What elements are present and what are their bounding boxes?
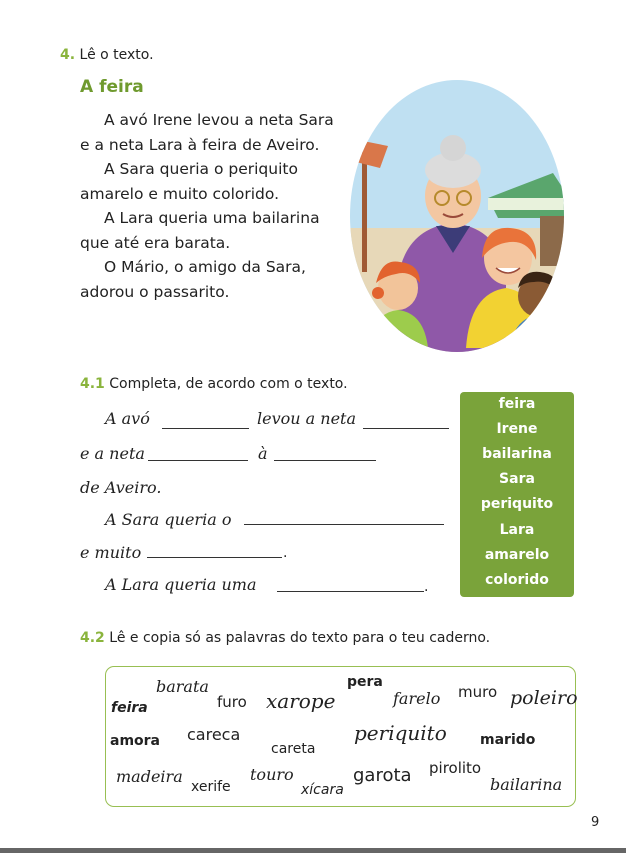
- word-pirolito: pirolito: [429, 759, 482, 777]
- question-instruction: Lê o texto.: [79, 47, 154, 63]
- question-number: 4.: [60, 47, 76, 63]
- word-bank-item: bailarina: [482, 446, 552, 462]
- blank-line[interactable]: [148, 460, 248, 461]
- story-title: A feira: [80, 77, 144, 97]
- word-bank-item: Lara: [499, 522, 535, 538]
- word-bank-item: Irene: [496, 421, 538, 437]
- word-barata: barata: [156, 677, 209, 696]
- word-bank-item: amarelo: [484, 547, 550, 563]
- word-xicara: xícara: [301, 782, 344, 798]
- story-line: amarelo e muito colorido.: [80, 184, 280, 203]
- word-bank-item: feira: [498, 396, 536, 412]
- cloze-segment: A Sara queria o: [105, 510, 232, 529]
- cloze-segment: e a neta: [80, 444, 145, 463]
- word-madeira: madeira: [116, 767, 183, 786]
- word-bank-item: periquito: [480, 496, 554, 512]
- question-number: 4.2: [80, 630, 105, 646]
- cloze-segment: A avó: [105, 409, 150, 428]
- word-amora: amora: [110, 733, 161, 749]
- blank-line[interactable]: [277, 591, 424, 592]
- question-4-1-header: [80, 376, 348, 392]
- word-bank-box: [460, 392, 574, 597]
- story-line: adorou o passarito.: [80, 282, 230, 301]
- cloze-segment: de Aveiro.: [80, 478, 162, 497]
- story-line: A Sara queria o periquito: [104, 160, 298, 178]
- word-xerife: xerife: [191, 779, 231, 795]
- cloze-segment: e muito: [80, 543, 142, 562]
- word-marido: marido: [480, 732, 536, 748]
- story-line: O Mário, o amigo da Sara,: [104, 258, 306, 276]
- cloze-period: .: [283, 545, 288, 561]
- blank-line[interactable]: [162, 428, 249, 429]
- market-illustration: [348, 78, 566, 354]
- page-number: 9: [591, 815, 600, 830]
- word-furo: furo: [217, 693, 247, 711]
- word-farelo: farelo: [393, 689, 441, 708]
- cloze-segment: à: [258, 444, 268, 463]
- question-instruction: Completa, de acordo com o texto.: [109, 376, 348, 392]
- word-poleiro: poleiro: [510, 687, 578, 709]
- blank-line[interactable]: [147, 557, 282, 558]
- word-xarope: xarope: [266, 689, 336, 713]
- cloze-period: .: [424, 579, 429, 595]
- word-periquito: periquito: [354, 721, 447, 745]
- story-line: A avó Irene levou a neta Sara: [104, 111, 334, 129]
- word-careca: careca: [187, 725, 241, 744]
- blank-line[interactable]: [274, 460, 376, 461]
- word-pera: pera: [347, 674, 383, 690]
- word-bank-item: Sara: [499, 471, 535, 487]
- word-bailarina: bailarina: [490, 775, 563, 794]
- word-search-box: [105, 666, 576, 807]
- blank-line[interactable]: [244, 524, 444, 525]
- word-touro: touro: [250, 765, 294, 784]
- question-4-header: [60, 47, 154, 63]
- word-feira: feira: [111, 700, 148, 716]
- cloze-segment: A Lara queria uma: [105, 575, 257, 594]
- word-bank-item: colorido: [485, 572, 549, 588]
- word-careta: careta: [271, 741, 316, 757]
- cloze-segment: levou a neta: [257, 409, 357, 428]
- story-text: [80, 108, 334, 304]
- word-muro: muro: [458, 683, 498, 701]
- story-line: e a neta Lara à feira de Aveiro.: [80, 135, 320, 154]
- word-garota: garota: [353, 765, 412, 786]
- question-instruction: Lê e copia só as palavras do texto para o teu caderno.: [109, 630, 491, 646]
- question-number: 4.1: [80, 376, 105, 392]
- blank-line[interactable]: [363, 428, 449, 429]
- bottom-edge-bar: [0, 848, 626, 853]
- question-4-2-header: [80, 630, 490, 646]
- story-line: que até era barata.: [80, 233, 231, 252]
- story-line: A Lara queria uma bailarina: [104, 209, 320, 227]
